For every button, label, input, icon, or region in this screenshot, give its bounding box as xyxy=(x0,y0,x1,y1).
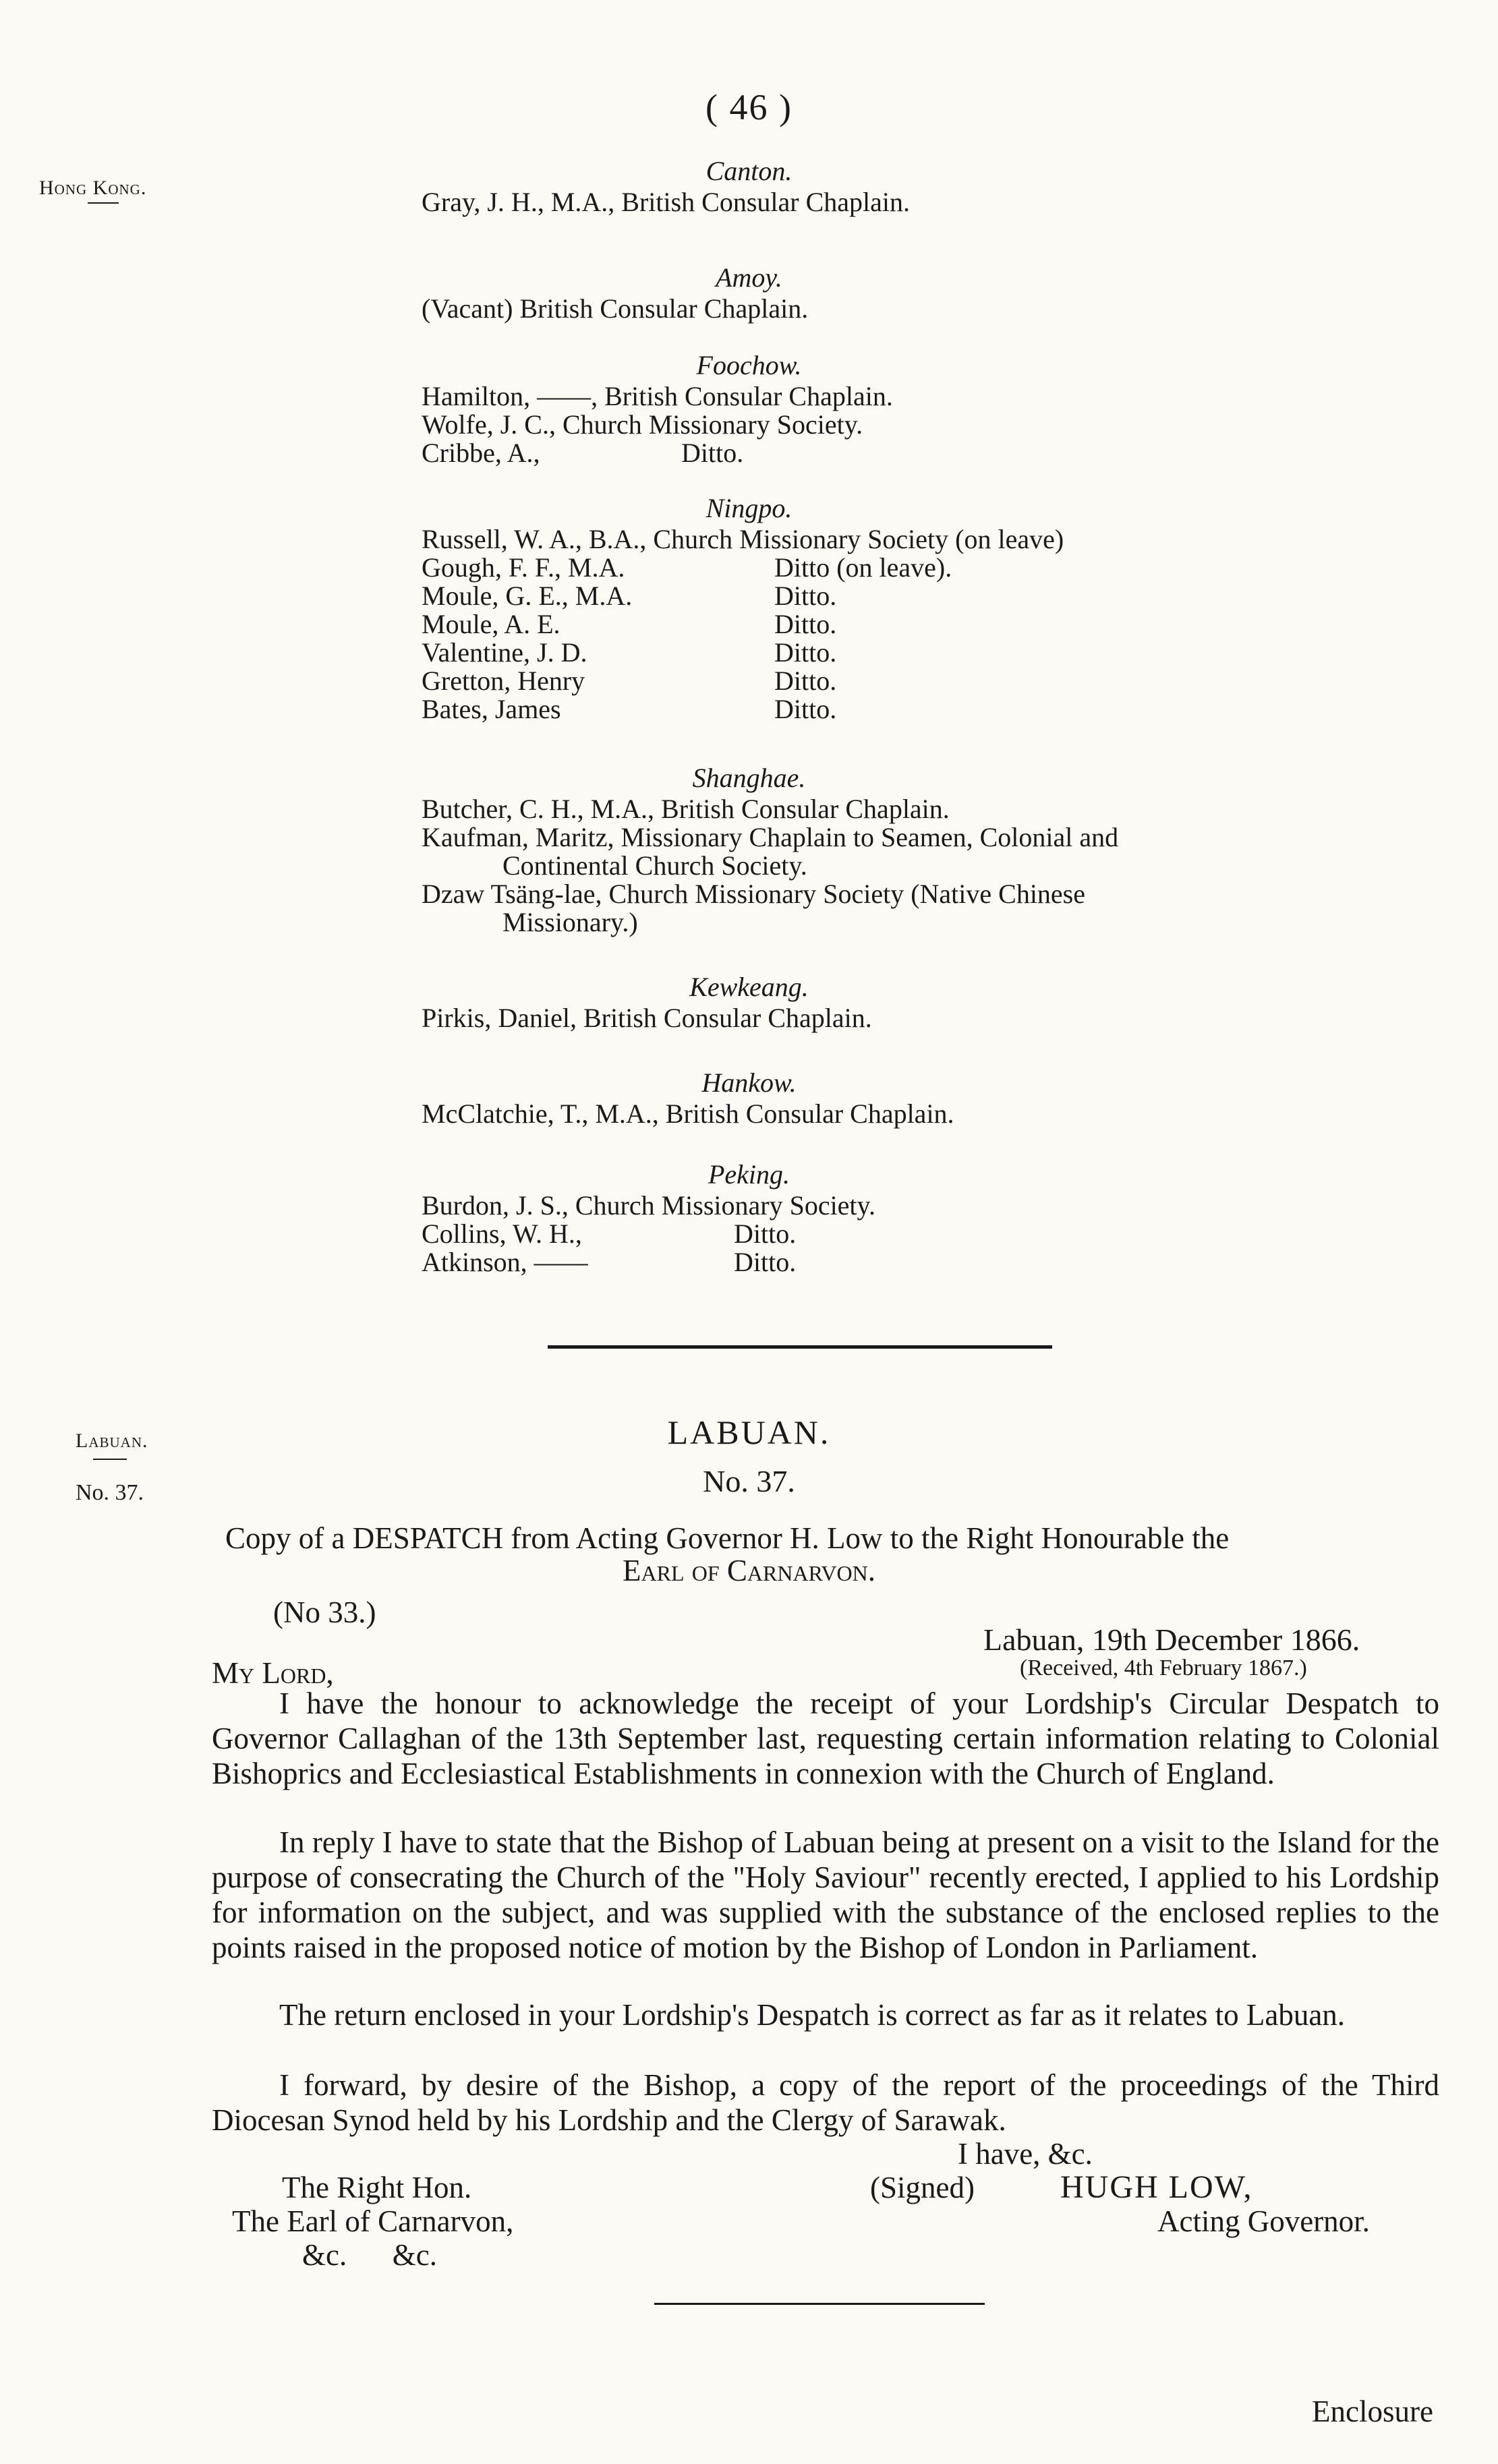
place-heading: Shanghae. xyxy=(692,763,806,793)
clergy-entry-name: Pirkis, Daniel, British Consular Chaplain. xyxy=(422,1003,872,1033)
addressee-line1: The Right Hon. xyxy=(282,2171,472,2204)
margin-number: No. 37. xyxy=(76,1480,144,1505)
clergy-entry-name: Gretton, Henry xyxy=(422,666,585,696)
page-number: ( 46 ) xyxy=(705,87,793,127)
clergy-entry-name: Kaufman, Maritz, Missionary Chaplain to Seamen, Colonial and xyxy=(422,822,1119,852)
clergy-entry-name: Atkinson, —— xyxy=(422,1247,588,1277)
clergy-entry-name: Cribbe, A., xyxy=(422,438,540,468)
margin-label-labuan: Labuan. xyxy=(76,1430,148,1452)
clergy-entry-role: Ditto. xyxy=(734,1247,797,1277)
despatch-number: (No 33.) xyxy=(273,1595,376,1629)
clergy-entry-name: Dzaw Tsäng-lae, Church Missionary Society (Native Chinese xyxy=(422,879,1086,909)
clergy-entry-role: Ditto. xyxy=(774,581,837,611)
body-paragraph-2: In reply I have to state that the Bishop of Labuan being at present on a visit to the Island for the purpose of consecrating the Church of the "Holy Saviour" recently erected, I applied to his Lordship for information on the subject, and was supplied with the substance of the enclosed replies to the points raised in the proposed notice of motion by the Bishop of London in Parliament. xyxy=(212,1825,1439,1964)
addressee-line3: &c. &c. xyxy=(302,2238,437,2272)
clergy-entry-name: Wolfe, J. C., Church Missionary Society. xyxy=(422,409,863,440)
place-heading: Amoy. xyxy=(716,262,782,293)
despatch-date: Labuan, 19th December 1866. xyxy=(983,1622,1360,1657)
place-heading: Kewkeang. xyxy=(689,972,809,1002)
place-heading: Canton. xyxy=(705,156,793,186)
copy-heading-line2: Earl of Carnarvon. xyxy=(623,1554,875,1587)
clergy-entry-name: Burdon, J. S., Church Missionary Society. xyxy=(422,1190,875,1221)
salutation: My Lord, xyxy=(212,1656,334,1690)
catchword: Enclosure xyxy=(1312,2395,1433,2428)
clergy-entry-name: Butcher, C. H., M.A., British Consular Chaplain. xyxy=(422,794,950,824)
clergy-entry-name: Valentine, J. D. xyxy=(422,637,587,668)
received-date: (Received, 4th February 1867.) xyxy=(1020,1655,1307,1680)
margin-dash xyxy=(93,1459,127,1460)
clergy-entry-role: Ditto. xyxy=(774,637,837,668)
place-heading: Foochow. xyxy=(696,350,802,380)
signer-name: HUGH LOW, xyxy=(1060,2169,1253,2205)
clergy-entry-name: Collins, W. H., xyxy=(422,1219,582,1249)
addressee-line2: The Earl of Carnarvon, xyxy=(232,2204,514,2238)
clergy-entry-role: Ditto (on leave). xyxy=(774,552,952,583)
clergy-entry-name: Hamilton, ——, British Consular Chaplain. xyxy=(422,381,893,411)
clergy-entry-name: Missionary.) xyxy=(502,907,638,937)
signer-title: Acting Governor. xyxy=(1157,2204,1370,2238)
clergy-entry-name: Moule, A. E. xyxy=(422,609,560,639)
body-paragraph-1: I have the honour to acknowledge the receipt of your Lordship's Circular Despatch to Governor Callaghan of the 13th September last, requesting certain information relating to Colonial Bishoprics and Ecclesiastical Establishments in connexion with the Church of England. xyxy=(212,1686,1439,1790)
clergy-entry-name: Bates, James xyxy=(422,694,561,724)
body-paragraph-4: I forward, by desire of the Bishop, a copy of the report of the proceedings of the Third Diocesan Synod held by his Lordship and the Clergy of Sarawak. xyxy=(212,2068,1439,2137)
place-heading: Hankow. xyxy=(701,1067,797,1098)
place-heading: Ningpo. xyxy=(705,493,793,523)
place-heading: Peking. xyxy=(708,1159,790,1190)
clergy-entry-role: Ditto. xyxy=(774,666,837,696)
section-number: No. 37. xyxy=(703,1464,795,1498)
clergy-entry-role: Ditto. xyxy=(734,1219,797,1249)
clergy-entry-name: Gough, F. F., M.A. xyxy=(422,552,625,583)
clergy-entry-role: Ditto. xyxy=(681,438,744,468)
margin-dash xyxy=(88,202,119,204)
clergy-entry-name: Moule, G. E., M.A. xyxy=(422,581,633,611)
clergy-entry-name: Continental Church Society. xyxy=(502,850,807,881)
section-divider xyxy=(548,1345,1052,1349)
clergy-entry-name: Gray, J. H., M.A., British Consular Chaplain. xyxy=(422,187,911,217)
closing: I have, &c. xyxy=(958,2137,1093,2171)
clergy-entry-name: McClatchie, T., M.A., British Consular Chaplain. xyxy=(422,1098,954,1129)
clergy-entry-name: Russell, W. A., B.A., Church Missionary Society (on leave) xyxy=(422,524,1064,554)
closing-rule xyxy=(654,2303,985,2305)
signed-label: (Signed) xyxy=(870,2171,975,2204)
body-paragraph-3: The return enclosed in your Lordship's Despatch is correct as far as it relates to Labuan. xyxy=(279,1998,1346,2032)
section-heading-labuan: LABUAN. xyxy=(667,1413,831,1451)
copy-heading-line1: Copy of a DESPATCH from Acting Governor H. Low to the Right Honourable the xyxy=(225,1521,1230,1555)
margin-label-hong-kong: Hong Kong. xyxy=(39,177,147,199)
clergy-entry-name: (Vacant) British Consular Chaplain. xyxy=(422,293,809,324)
clergy-entry-role: Ditto. xyxy=(774,694,837,724)
clergy-entry-role: Ditto. xyxy=(774,609,837,639)
